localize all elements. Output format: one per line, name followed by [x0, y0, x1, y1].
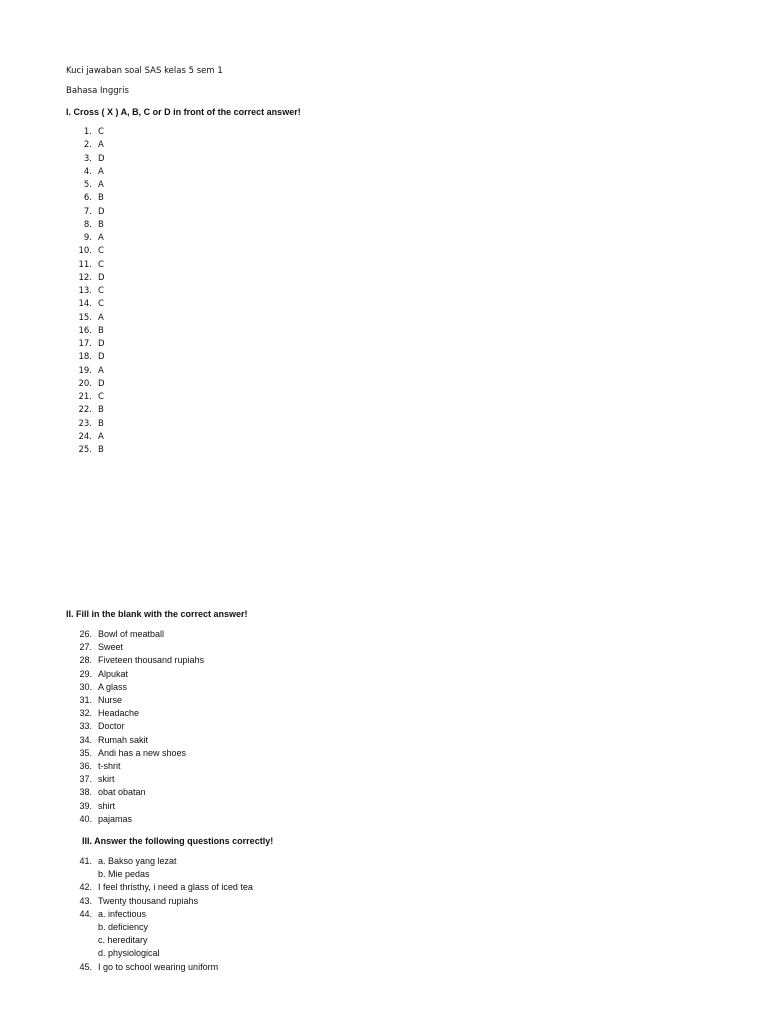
answer-item [76, 962, 218, 972]
answer-text: Bowl of meatball [98, 629, 165, 639]
answer-number: 19. [78, 365, 92, 376]
answer-item [76, 814, 132, 824]
answer-number: 13. [78, 286, 92, 296]
answer-text: D [98, 272, 105, 283]
answer-item [76, 193, 104, 203]
answer-number: 37. [79, 774, 92, 785]
answer-item [76, 721, 125, 731]
answer-item [76, 801, 115, 811]
answer-number: 26. [79, 629, 92, 639]
answer-item [76, 220, 104, 230]
answer-item [76, 935, 148, 945]
answer-text: D [98, 206, 105, 217]
answer-item [76, 882, 253, 892]
answer-item [76, 787, 146, 797]
answer-text: A [98, 180, 104, 190]
answer-text: B [98, 193, 104, 204]
answer-item [76, 326, 104, 336]
answer-item [76, 629, 164, 639]
answer-number: 29. [79, 668, 92, 679]
answer-text: I feel thristhy, i need a glass of iced tea [98, 882, 253, 893]
answer-text: D [98, 339, 105, 349]
answer-number: 7. [83, 206, 92, 217]
answer-number: 16. [78, 325, 92, 336]
answer-item [76, 655, 204, 665]
answer-item [76, 140, 104, 150]
answer-text: a. Bakso yang lezat [98, 856, 177, 866]
answer-number: 1. [83, 127, 92, 137]
answer-number: 4. [83, 166, 92, 177]
answer-item [76, 761, 121, 771]
answer-item [76, 207, 105, 217]
answer-text: a. infectious [98, 908, 147, 919]
answer-item [76, 392, 104, 402]
answer-text: pajamas [98, 813, 133, 824]
answer-number: 44. [79, 908, 92, 919]
answer-text: C [98, 127, 104, 137]
answer-item [76, 419, 104, 429]
answer-number: 33. [79, 721, 92, 732]
answer-number: 22. [78, 405, 92, 416]
answer-text: C [98, 259, 104, 270]
answer-item [76, 909, 146, 919]
answer-text: obat obatan [98, 787, 146, 798]
answer-text: b. deficiency [98, 922, 149, 932]
answer-number: 21. [78, 392, 92, 402]
answer-number: 34. [79, 734, 92, 745]
answer-number: 6. [83, 193, 92, 204]
answer-number: 40. [79, 813, 92, 824]
answer-text: A [98, 365, 104, 376]
answer-number: 10. [78, 246, 92, 257]
answer-text: t-shrit [98, 761, 121, 771]
answer-text: A glass [98, 681, 128, 692]
answer-number: 39. [79, 800, 92, 811]
answer-number: 20. [78, 378, 92, 389]
answer-text: I go to school wearing uniform [98, 961, 219, 972]
answer-text: A [98, 140, 104, 151]
answer-number: 43. [79, 895, 92, 906]
answer-text: b. Mie pedas [98, 869, 150, 880]
answer-text: d. physiological [98, 948, 160, 959]
answer-text: C [98, 299, 104, 310]
answer-number: 25. [78, 445, 92, 455]
answer-number: 11. [78, 259, 92, 270]
answer-item [76, 896, 198, 906]
answer-item [76, 869, 150, 879]
answer-item [76, 127, 104, 137]
answer-number: 15. [78, 312, 92, 323]
section-1-heading: I. Cross ( X ) A, B, C or D in front of the correct answer! [66, 107, 301, 117]
answer-number: 28. [79, 655, 92, 666]
answer-item [76, 246, 104, 256]
answer-item [76, 735, 148, 745]
answer-number: 27. [79, 642, 92, 653]
answer-number: 24. [78, 431, 92, 442]
answer-text: B [98, 445, 104, 455]
answer-number: 12. [78, 272, 92, 283]
answer-number: 41. [79, 856, 92, 866]
answer-item [76, 948, 160, 958]
answer-number: 45. [79, 961, 92, 972]
answer-text: C [98, 246, 104, 257]
answer-item [76, 642, 123, 652]
answer-item [76, 669, 128, 679]
answer-text: Nurse [98, 695, 123, 705]
answer-item [76, 366, 104, 376]
answer-text: Sweet [98, 642, 124, 653]
answer-number: 3. [83, 153, 92, 164]
answer-item [76, 313, 104, 323]
answer-item [76, 695, 122, 705]
answer-text: Doctor [98, 721, 125, 732]
answer-text: Andi has a new shoes [98, 747, 187, 758]
answer-text: A [98, 312, 104, 323]
answer-text: Alpukat [98, 668, 129, 679]
answer-item [76, 708, 139, 718]
answer-item [76, 233, 104, 243]
answer-item [76, 682, 127, 692]
answer-text: Fiveteen thousand rupiahs [98, 655, 205, 666]
answer-item [76, 260, 104, 270]
answer-number: 32. [79, 708, 92, 719]
answer-number: 23. [78, 418, 92, 429]
answer-text: D [98, 352, 105, 363]
answer-item [76, 154, 105, 164]
section-3-heading: III. Answer the following questions correctly! [82, 836, 274, 846]
answer-number: 30. [79, 681, 92, 692]
answer-number: 8. [83, 219, 92, 230]
answer-text: Twenty thousand rupiahs [98, 895, 199, 906]
answer-item [76, 299, 104, 309]
answer-item [76, 445, 104, 455]
answer-text: C [98, 392, 104, 402]
answer-text: c. hereditary [98, 935, 148, 946]
answer-number: 2. [83, 140, 92, 151]
answer-text: D [98, 153, 105, 164]
answer-number: 18. [78, 352, 92, 363]
answer-text: skirt [98, 774, 115, 785]
answer-text: B [98, 325, 104, 336]
answer-text: A [98, 431, 104, 442]
document-title: Kuci jawaban soal SAS kelas 5 sem 1 [66, 66, 223, 76]
answer-item [76, 180, 104, 190]
answer-text: B [98, 219, 104, 230]
answer-item [76, 748, 186, 758]
answer-item [76, 286, 104, 296]
answer-text: C [98, 286, 104, 296]
answer-item [76, 774, 115, 784]
answer-item [76, 856, 177, 866]
answer-item [76, 922, 148, 932]
answer-text: Rumah sakit [98, 734, 149, 745]
answer-number: 38. [79, 787, 92, 798]
answer-item [76, 352, 105, 362]
answer-item [76, 167, 104, 177]
answer-item [76, 379, 105, 389]
answer-number: 35. [79, 747, 92, 758]
answer-number: 36. [79, 761, 92, 771]
answer-number: 9. [83, 233, 92, 243]
answer-text: D [98, 378, 105, 389]
answer-number: 31. [79, 695, 92, 705]
answer-number: 17. [78, 339, 92, 349]
answer-item [76, 273, 105, 283]
answer-number: 14. [78, 299, 92, 310]
answer-number: 42. [79, 882, 92, 893]
answer-number: 5. [83, 180, 92, 190]
answer-item [76, 339, 105, 349]
answer-text: A [98, 233, 104, 243]
answer-text: shirt [98, 800, 116, 811]
answer-text: A [98, 166, 104, 177]
answer-item [76, 405, 104, 415]
subject-label: Bahasa Inggris [66, 86, 129, 96]
answer-text: B [98, 405, 104, 416]
answer-text: B [98, 418, 104, 429]
answer-text: Headache [98, 708, 140, 719]
section-2-heading: II. Fill in the blank with the correct answer! [66, 609, 248, 619]
answer-item [76, 432, 104, 442]
